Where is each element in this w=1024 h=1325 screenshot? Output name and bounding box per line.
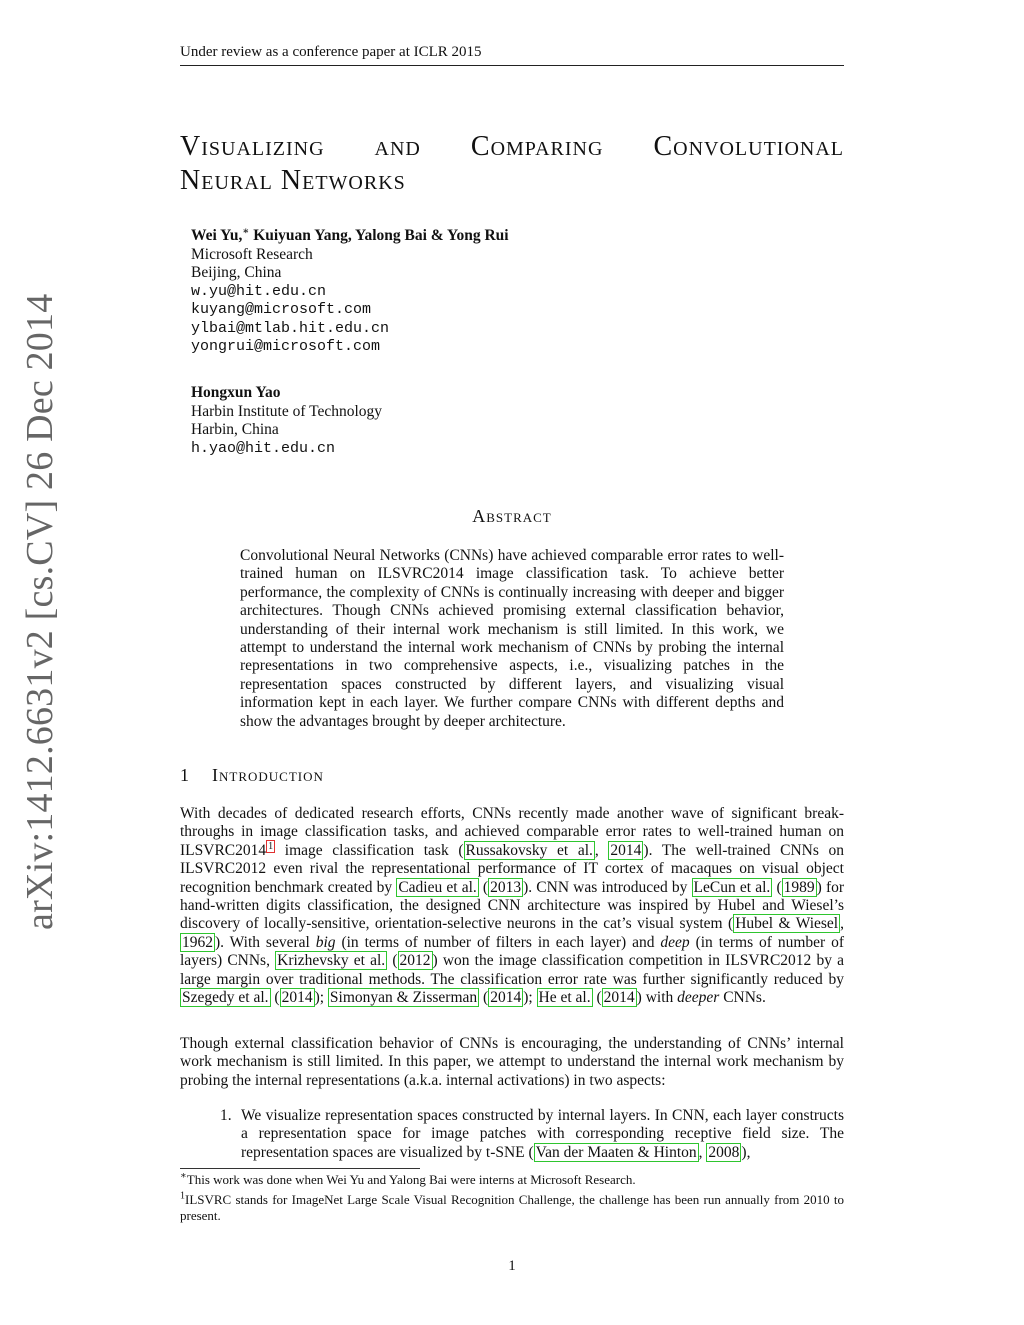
citation-link[interactable]: Simonyan & Zisserman: [329, 989, 478, 1007]
author-block-1: [191, 227, 509, 357]
page-number: 1: [508, 1258, 516, 1274]
abstract-heading: Abstract: [472, 506, 552, 526]
section-heading: [180, 765, 324, 786]
abstract-text: Convolutional Neural Networks (CNNs) have achieved comparable error rates to well-trained human on ILSVRC2014 image classification task. To achieve better performance, the complexity of CNNs is continually increasing with deeper and bigger architectures. Though CNNs achieved promising external classification behavior, understanding of their internal work mechanism is still limited. In this work, we attempt to understand the internal work mechanism of CNNs by probing the internal representations in two comprehensive aspects, i.e., visualizing patches in the representation spaces constructed by different layers, and visualizing visual information kept in each layer. We further compare CNNs with different depths and show the advantages brought by deeper architecture.: [240, 547, 784, 730]
author-email[interactable]: w.yu@hit.edu.cn: [191, 282, 327, 300]
intro-paragraph-1: With decades of dedicated research efforts, CNNs recently made another wave of significant break-throughs in image classification tasks, and achieved comparable error rates to well-trained human on ILSVRC2014 $^1$ image classification task ( Russakovsky et al. , 2014 ). The well-trained CNNs on ILSVRC2012 even rival the representational performance of IT cortex of macaques on visual object recognition benchmark created by Cadieu et al. ( 2013 ). CNN was introduced by LeCun et al. ( 1989 ) for hand-written digits classification, the designed CNN architecture was inspired by Hubel and Wiesel’s discovery of locally-sensitive, orientation-selective neurons in the cat’s visual system ( Hubel & Wiesel , 1962 ). With several big (in terms of number of filters in each layer) and deep (in terms of number of layers) CNNs, Krizhevsky et al. ( 2012 ) won the image classification competition in ILSVRC2012 by a large margin over traditional methods. The classification error rate was further significantly reduced by Szegedy et al. ( 2014 ); Simonyan & Zisserman ( 2014 ); He et al. ( 2014 ) with deeper CNNs.: [180, 805, 845, 1007]
citation-link[interactable]: Hubel & Wiesel: [735, 915, 839, 933]
author-block-2: [191, 384, 382, 458]
author-location: Harbin, China: [191, 421, 279, 438]
section-number: 1: [180, 765, 190, 785]
author-names: Hongxun Yao: [191, 384, 281, 401]
author-email[interactable]: h.yao@hit.edu.cn: [191, 439, 336, 457]
author-names: Wei Yu,∗ Kuiyuan Yang, Yalong Bai & Yong Rui: [191, 225, 509, 244]
header-rule: [180, 65, 844, 66]
citation-link[interactable]: He et al.: [538, 989, 591, 1007]
title-word: Comparing: [470, 131, 604, 162]
citation-year-link[interactable]: 2013: [490, 878, 522, 896]
footnote-1: $^1$ILSVRC stands for ImageNet Large Scale Visual Recognition Challenge, the challenge has been run annually from 2010 to present.: [180, 1190, 844, 1223]
footnote-rule: [180, 1168, 420, 1169]
running-header: Under review as a conference paper at ICLR 2015: [180, 44, 482, 60]
section-title: Introduction: [212, 765, 324, 785]
author-location: Beijing, China: [191, 264, 282, 281]
arxiv-sidebar-stamp: arXiv:1412.6631v2 [cs.CV] 26 Dec 2014: [19, 293, 61, 930]
title-word: Convolutional: [653, 131, 844, 162]
citation-link[interactable]: Cadieu et al.: [398, 878, 477, 896]
author-affiliation: Microsoft Research: [191, 245, 313, 263]
citation-year-link[interactable]: 2012: [399, 952, 431, 970]
author-email[interactable]: ylbai@mtlab.hit.edu.cn: [191, 319, 390, 337]
citation-year-link[interactable]: 2014: [490, 989, 522, 1007]
footnote-ref-link[interactable]: 1: [268, 840, 274, 852]
citation-link[interactable]: Russakovsky et al.: [465, 841, 593, 859]
citation-link[interactable]: Krizhevsky et al.: [277, 952, 386, 970]
citation-year-link[interactable]: 1989: [783, 878, 815, 896]
citation-year-link[interactable]: 2014: [603, 989, 635, 1007]
intro-paragraph-2: Though external classification behavior of CNNs is encouraging, the understanding of CNNs’ internal work mechanism is still limited. In this paper, we attempt to understand the internal work mechanism by probing the internal representations (a.k.a. internal activations) in two aspects:: [180, 1035, 844, 1089]
citation-year-link[interactable]: 2014: [281, 989, 313, 1007]
citation-year-link[interactable]: 2014: [610, 841, 642, 859]
author-email[interactable]: kuyang@microsoft.com: [191, 301, 372, 318]
list-marker: 1.: [220, 1107, 232, 1124]
citation-link[interactable]: LeCun et al.: [693, 878, 771, 896]
title-word: and: [374, 131, 421, 162]
author-affiliation: Harbin Institute of Technology: [191, 402, 383, 420]
title-line-2: Neural Networks: [180, 165, 406, 196]
citation-year-link[interactable]: 2008: [708, 1143, 740, 1161]
author-email[interactable]: yongrui@microsoft.com: [191, 338, 381, 355]
paper-title: [180, 130, 844, 198]
title-line-1: [180, 130, 844, 164]
title-word: Visualizing: [180, 131, 325, 162]
footnote-star: ∗This work was done when Wei Yu and Yalong Bai were interns at Microsoft Research.: [180, 1170, 636, 1187]
list-item-text: We visualize representation spaces constructed by internal layers. In CNN, each layer constructs a representation space for image patches with corresponding receptive field size. The representation spaces are visualized by t-SNE ( Van der Maaten & Hinton , 2008 ),: [241, 1107, 844, 1161]
citation-link[interactable]: Szegedy et al.: [182, 989, 269, 1007]
author-footnote-mark: ∗: [242, 225, 250, 237]
list-item: [220, 1107, 844, 1162]
footnotes: [180, 1172, 844, 1228]
citation-year-link[interactable]: 1962: [182, 933, 213, 951]
citation-link[interactable]: Van der Maaten & Hinton: [535, 1143, 697, 1161]
